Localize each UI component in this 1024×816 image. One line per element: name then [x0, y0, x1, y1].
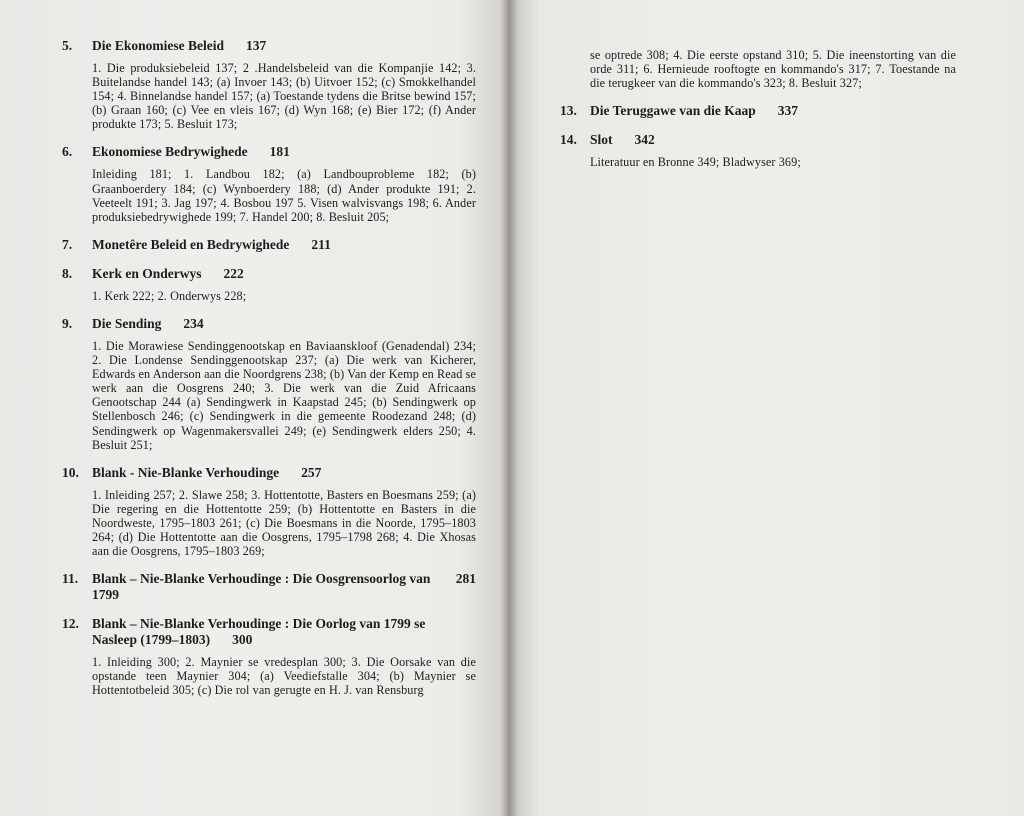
- chapter-number: 14.: [560, 132, 577, 148]
- chapter-heading: [62, 266, 476, 282]
- toc-chapter-10: [62, 465, 476, 558]
- chapter-page: 342: [634, 132, 655, 148]
- chapter-number: 12.: [62, 616, 79, 632]
- chapter-number: 5.: [62, 38, 73, 53]
- chapter-page: 257: [301, 464, 322, 480]
- chapter-heading: [560, 103, 956, 119]
- chapter-sections: 1. Kerk 222; 2. Onderwys 228;: [92, 288, 247, 303]
- right-toc-column: [560, 48, 956, 182]
- chapter-page: 281: [455, 571, 476, 587]
- chapter-sections: 1. Inleiding 257; 2. Slawe 258; 3. Hottentotte, Basters en Boesmans 259; (a) Die regering en die Hottentotte 259; (b) Hottentotte en Basters in die Noordweste, 1795–1803 261; (c) Die Boesmans in die Noorde, 1795–1803 264; (d) Die Hottentotte aan die Oosgrens, 1795–1798 268; 4. Die Xhosas aan die Oosgrens, 1795–1803 269;: [92, 487, 476, 559]
- chapter-heading: [62, 616, 476, 648]
- toc-continuation: [560, 48, 956, 90]
- chapter-heading: [62, 316, 476, 332]
- chapter-number: 8.: [62, 265, 73, 281]
- chapter-title: Monetêre Beleid en Bedrywighede: [92, 236, 290, 252]
- chapter-title: Die Sending: [92, 315, 162, 331]
- chapter-title: Kerk en Onderwys: [92, 265, 202, 281]
- right-page: [508, 0, 1024, 816]
- chapter-sections: Literatuur en Bronne 349; Bladwyser 369;: [590, 155, 801, 170]
- toc-chapter-12: [62, 616, 476, 697]
- chapter-page: 234: [183, 315, 204, 331]
- chapter-number: 7.: [62, 236, 73, 252]
- chapter-page: 211: [311, 236, 331, 252]
- chapter-page: 181: [269, 144, 290, 160]
- chapter-page: 337: [777, 103, 799, 119]
- chapter-title: Blank - Nie-Blanke Verhoudinge: [92, 464, 280, 480]
- chapter-number: 13.: [560, 103, 577, 119]
- chapter-page: 300: [232, 632, 253, 648]
- chapter-page: 222: [223, 265, 244, 281]
- toc-chapter-9: [62, 316, 476, 452]
- chapter-heading: [62, 571, 476, 603]
- chapter-title: Ekonomiese Bedrywighede: [92, 144, 248, 160]
- toc-chapter-14: [560, 132, 956, 169]
- chapter-number: 9.: [62, 315, 73, 331]
- chapter-title: Die Teruggawe van die Kaap: [590, 103, 756, 119]
- chapter-title: Blank – Nie-Blanke Verhoudinge : Die Oosgrensoorlog van 1799: [92, 571, 431, 603]
- chapter-heading: [62, 237, 476, 253]
- chapter-page: 137: [246, 38, 267, 53]
- chapter-heading: [62, 465, 476, 481]
- chapter-sections: Inleiding 181; 1. Landbou 182; (a) Landbouprobleme 182; (b) Graanboerdery 184; (c) Wynboerdery 188; (d) Ander produkte 191; 2. Veeteelt 191; 3. Jag 197; 4. Bosbou 197 5. Visen walvisvangs 198; 6. Ander produksiebedrywighede 199; 7. Handel 200; 8. Besluit 205;: [92, 167, 476, 224]
- chapter-sections: 1. Die Morawiese Sendinggenootskap en Baviaanskloof (Genadendal) 234; 2. Die Londense Sendinggenootskap 237; (a) Die werk van Kicherer, Edwards en Anderson aan die Noordgrens 238; (b) Van der Kemp en Read se werk aan die Oosgrens 240; 3. Die werk van die Zuid Africaans Genootschap 244 (a) Sendingwerk in Kaapstad 245; (b) Sendingwerk op Stellenbosch 246; (c) Sendingwerk in die gemeente Roodezand 248; (d) Sendingwerk op Wagenmakersvallei 249; (e) Sendingwerk elders 250; 4. Besluit 251;: [92, 338, 476, 452]
- chapter-heading: [62, 38, 476, 54]
- chapter-sections-continued: se optrede 308; 4. Die eerste opstand 310; 5. Die ineenstorting van die orde 311; 6. Hernieude rooftogte en kommando's 317; 7. Toestande na die terugkeer van die kommando's 323; 8. Besluit 327;: [590, 48, 956, 91]
- chapter-heading: [62, 144, 476, 160]
- toc-chapter-13: [560, 103, 956, 119]
- chapter-number: 11.: [62, 571, 79, 587]
- chapter-sections: 1. Inleiding 300; 2. Maynier se vredesplan 300; 3. Die Oorsake van die opstande teen Maynier 304; (a) Veediefstalle 304; (b) Maynier se Hottentotbeleid 305; (c) Die rol van gerugte en H. J. van Rensburg: [92, 655, 476, 698]
- toc-chapter-8: [62, 266, 476, 303]
- left-toc-column: [62, 38, 476, 710]
- toc-chapter-6: [62, 144, 476, 223]
- chapter-heading: [560, 132, 956, 148]
- chapter-title: Slot: [590, 132, 613, 148]
- toc-chapter-5: [62, 38, 476, 131]
- chapter-sections: 1. Die produksiebeleid 137; 2 .Handelsbeleid van die Kompanjie 142; 3. Buitelandse handel 143; (a) Invoer 143; (b) Uitvoer 152; (c) Smokkelhandel 154; 4. Binnelandse handel 157; (a) Toestande tydens die Britse bewind 157; (b) Graan 160; (c) Vee en vleis 167; (d) Wyn 168; (e) Bier 172; (f) Ander produkte 173; 5. Besluit 173;: [92, 61, 476, 132]
- chapter-number: 6.: [62, 144, 73, 160]
- chapter-title: Blank – Nie-Blanke Verhoudinge : Die Oorlog van 1799 se Nasleep (1799–1803): [92, 616, 426, 648]
- chapter-number: 10.: [62, 464, 79, 480]
- left-page: [0, 0, 508, 816]
- toc-chapter-7: [62, 237, 476, 253]
- chapter-title: Die Ekonomiese Beleid: [92, 38, 224, 53]
- book-gutter: [500, 0, 518, 816]
- toc-chapter-11: [62, 571, 476, 603]
